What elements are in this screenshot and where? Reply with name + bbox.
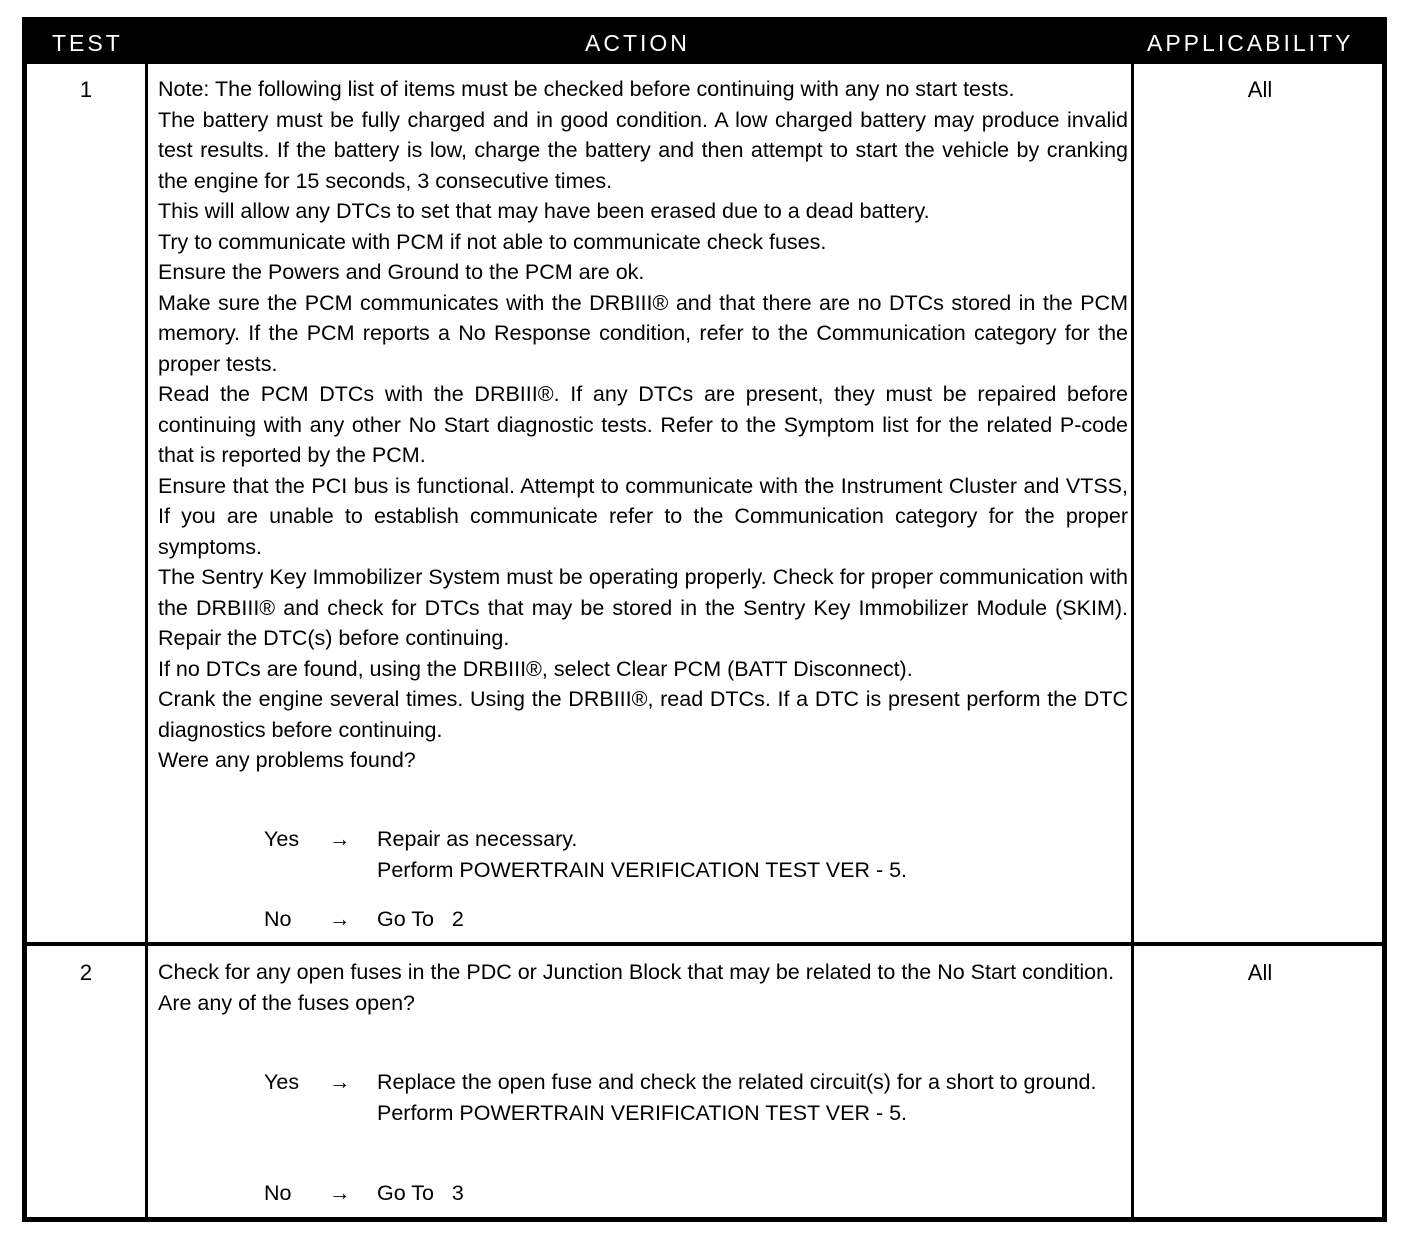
action-line: If no DTCs are found, using the DRBIII®, select Clear PCM (BATT Disconnect). — [158, 656, 913, 681]
test-number: 1 — [79, 77, 93, 102]
no-answer — [264, 904, 1124, 935]
yes-label: Yes — [264, 827, 300, 851]
diagnostic-table — [22, 17, 1387, 1222]
action-line: The Sentry Key Immobilizer System must be operating properly. Check for proper communication with the DRBIII® and check for DTCs that may be stored in the Sentry Key Immobilizer Module (SKIM). Repair the DTC(s) before continuing. — [158, 565, 1128, 650]
action-line: Make sure the PCM communicates with the DRBIII® and that there are no DTCs stored in the PCM memory. If the PCM reports a No Response condition, refer to the Communication category for the proper tests. — [158, 290, 1128, 376]
column-divider — [1131, 64, 1134, 1222]
yes-result-line: Perform POWERTRAIN VERIFICATION TEST VER - 5. — [377, 1100, 908, 1125]
no-answer — [264, 1178, 1124, 1209]
row-divider — [27, 942, 1382, 946]
yes-answer — [264, 1067, 1124, 1159]
arrow-icon: → — [329, 907, 351, 931]
no-label: No — [264, 1181, 292, 1205]
yes-answer — [264, 824, 1124, 886]
no-result: Go To 3 — [377, 1181, 464, 1205]
action-line: Read the PCM DTCs with the DRBIII®. If any DTCs are present, they must be repaired before continuing with any other No Start diagnostic tests. Refer to the Symptom list for the related P-code that is reported by the PCM. — [158, 382, 1128, 467]
header-action: ACTION — [585, 30, 690, 56]
action-line: Ensure that the PCI bus is functional. Attempt to communicate with the Instrument Cluster and VTSS, If you are unable to establish communicate refer to the Communication category for the proper symptoms. — [158, 473, 1128, 559]
action-line: Were any problems found? — [158, 748, 416, 772]
yes-result-line: Repair as necessary. — [377, 827, 578, 851]
table-header — [27, 22, 1382, 64]
action-text — [158, 957, 1128, 1018]
no-label: No — [264, 907, 292, 931]
header-applicability: APPLICABILITY — [1147, 30, 1354, 56]
column-divider — [145, 64, 148, 1222]
action-text — [158, 74, 1128, 776]
action-line: Crank the engine several times. Using the DRBIII®, read DTCs. If a DTC is present perform the DTC diagnostics before continuing. — [158, 687, 1128, 742]
no-result: Go To 2 — [377, 907, 464, 931]
applicability-value: All — [1247, 77, 1273, 102]
action-line: The battery must be fully charged and in good condition. A low charged battery may produce invalid test results. If the battery is low, charge the battery and then attempt to start the vehicle by cranking the engine for 15 seconds, 3 consecutive times. — [158, 107, 1128, 193]
arrow-icon: → — [329, 1181, 351, 1205]
yes-result-line: Replace the open fuse and check the related circuit(s) for a short to ground. — [377, 1070, 1097, 1094]
action-line: This will allow any DTCs to set that may have been erased due to a dead battery. — [158, 199, 930, 223]
test-number: 2 — [79, 960, 93, 985]
applicability-value: All — [1247, 960, 1273, 985]
header-test: TEST — [52, 30, 123, 56]
yes-label: Yes — [264, 1070, 300, 1094]
action-line: Are any of the fuses open? — [158, 990, 415, 1015]
arrow-icon: → — [329, 827, 351, 851]
action-line: Note: The following list of items must be checked before continuing with any no start tests. — [158, 77, 1015, 101]
yes-result — [377, 1067, 1127, 1128]
yes-result-line: Perform POWERTRAIN VERIFICATION TEST VER - 5. — [377, 857, 908, 882]
action-line: Ensure the Powers and Ground to the PCM are ok. — [158, 260, 645, 284]
action-line: Try to communicate with PCM if not able to communicate check fuses. — [158, 229, 827, 254]
yes-result — [377, 824, 1127, 885]
action-line: Check for any open fuses in the PDC or Junction Block that may be related to the No Start condition. — [158, 960, 1115, 984]
arrow-icon: → — [329, 1070, 351, 1094]
